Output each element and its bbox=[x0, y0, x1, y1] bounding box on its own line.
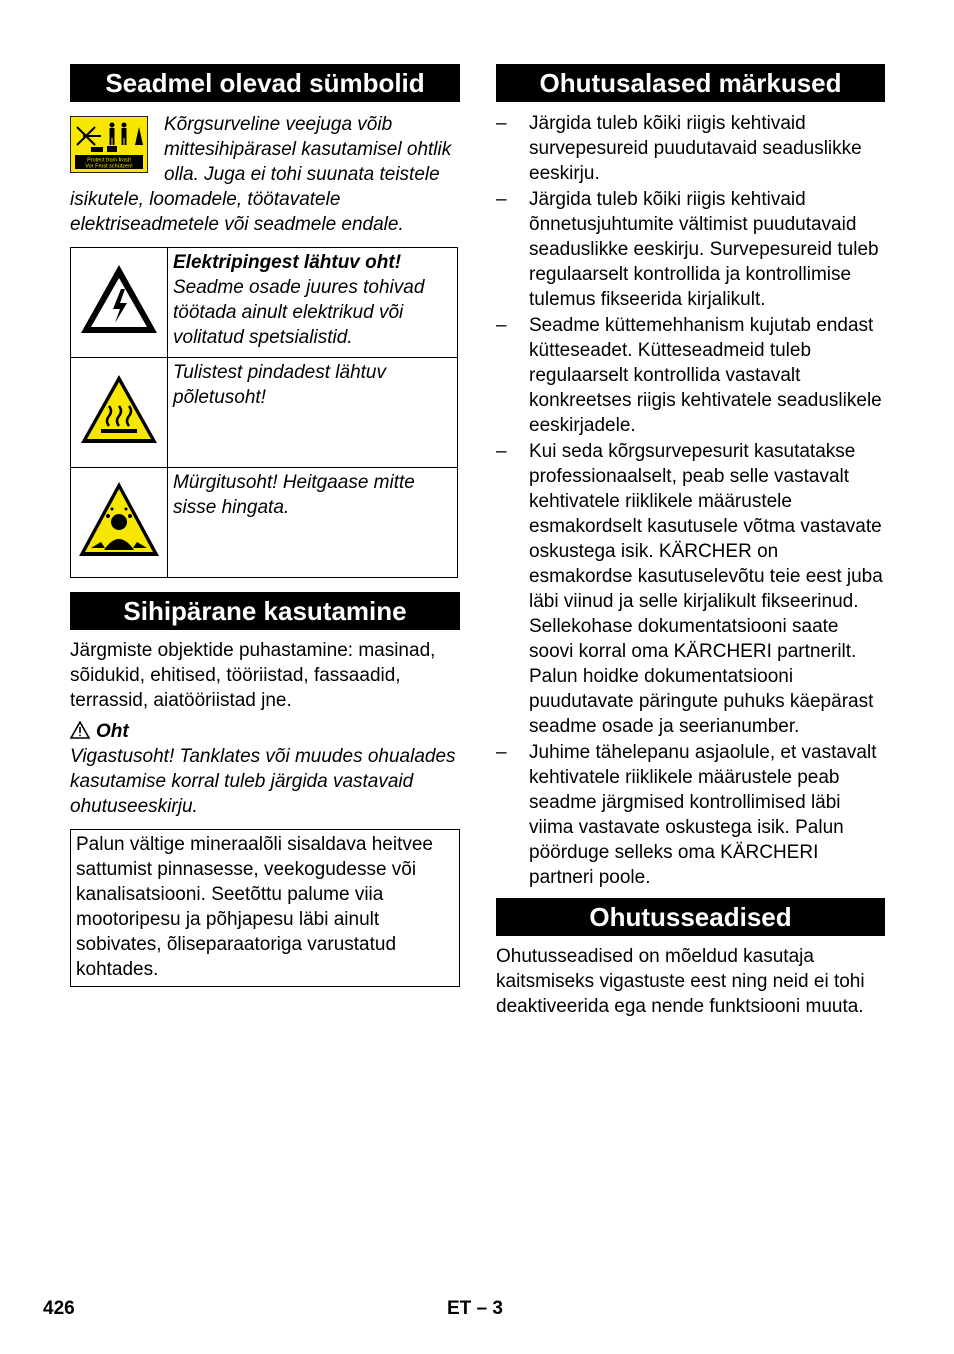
list-item-text: Kui seda kõrgsurvepesurit kasutatakse professionaalselt, peab selle vastavalt kehtivatele riiklikele määrustele esmakordselt kasutusele võtma vastavate oskustega isik. KÄRCHER on esmakordse kasutuselevõtu teie eest juba läbi viinud ja selle kirjalikult fikseerinud. Sellekohase dokumentatsiooni saate soovi korral oma KÄRCHERI partnerilt. Palun hoidke dokumentatsiooni puudutavate päringute puhuks käepärast seadme osade ja seerianumber. bbox=[529, 441, 883, 737]
devices-text: Ohutusseadised on mõeldud kasutaja kaitsmiseks vigastuste eest ning neid ei tohi deaktiveerida ega nende funktsiooni muuta. bbox=[496, 946, 865, 1017]
symbol-row bbox=[71, 248, 458, 358]
symbol-title: Elektripingest lähtuv oht! bbox=[173, 252, 402, 273]
list-item-text: Seadme küttemehhanism kujutab endast kütteseadet. Kütteseadmeid tuleb regulaarselt kontrollida vastavalt konkreetses riigis kehtivatele seaduslikele eeskirjadele. bbox=[529, 315, 882, 436]
frost-warning-sticker-icon bbox=[70, 116, 148, 173]
symbol-icon-cell bbox=[71, 358, 168, 468]
warning-triangle-icon bbox=[70, 721, 90, 739]
symbol-text-cell bbox=[168, 358, 458, 468]
symbols-heading: Seadmel olevad sümbolid bbox=[70, 64, 460, 102]
sticker-line-2: Vor Frost schützen! bbox=[85, 163, 133, 170]
symbols-table bbox=[70, 247, 458, 578]
environment-note: Palun vältige mineraalõli sisaldava heitvee sattumist pinnasesse, veekogudesse või kanalisatsiooni. Seetõttu palume viia mootoripesu ja põhjapesu läbi ainult sobivates, õliseparaatoriga varustatud kohtades. bbox=[70, 829, 460, 987]
list-item bbox=[496, 439, 885, 739]
symbol-icon-cell bbox=[71, 248, 168, 358]
danger-text: Vigastusoht! Tanklates või muudes ohualades kasutamise korral tuleb järgida vastavaid ohutuseeskirju. bbox=[70, 746, 456, 817]
toxic-gas-icon bbox=[77, 480, 161, 560]
devices-heading: Ohutusseadised bbox=[496, 898, 885, 936]
hot-surface-icon bbox=[77, 371, 161, 449]
list-item-text: Järgida tuleb kõiki riigis kehtivaid survepesureid puudutavaid seaduslikke eeskirju. bbox=[529, 113, 862, 184]
list-item bbox=[496, 187, 885, 312]
symbol-text-cell bbox=[168, 468, 458, 578]
danger-label-row bbox=[70, 719, 460, 744]
electric-hazard-icon bbox=[77, 261, 161, 339]
list-item bbox=[496, 740, 885, 890]
list-item-text: Juhime tähelepanu asjaolule, et vastavalt kehtivatele riiklikele määrustele peab seadme järgmised kontrollimised läbi viima vastavate oskustega isik. Palun pöörduge selleks oma KÄRCHERI partneri poole. bbox=[529, 742, 877, 888]
list-item bbox=[496, 313, 885, 438]
symbol-text-cell bbox=[168, 248, 458, 358]
symbol-icon-cell bbox=[71, 468, 168, 578]
dash-bullet: – bbox=[496, 441, 507, 462]
danger-label: Oht bbox=[96, 721, 129, 742]
sticker-line-1: Protect from frost! bbox=[87, 157, 131, 164]
right-column bbox=[496, 64, 885, 1019]
symbol-text: Seadme osade juures tohivad töötada ainult elektrikud või volitatud spetsialistid. bbox=[173, 277, 425, 348]
language-page-label: ET – 3 bbox=[447, 1298, 503, 1319]
symbol-text: Tulistest pindadest lähtuv põletusoht! bbox=[173, 362, 386, 408]
safety-heading: Ohutusalased märkused bbox=[496, 64, 885, 102]
list-item bbox=[496, 111, 885, 186]
symbols-intro-text: Kõrgsurveline veejuga võib mittesihipärasel kasutamisel ohtlik olla. Juga ei tohi suunata teistele isikutele, loomadele, töötavatele elektriseadmetele või seadmele endale. bbox=[70, 114, 452, 235]
usage-heading: Sihipärane kasutamine bbox=[70, 592, 460, 630]
symbols-intro bbox=[70, 112, 460, 237]
left-column bbox=[70, 64, 460, 987]
page-number: 426 bbox=[43, 1298, 75, 1319]
dash-bullet: – bbox=[496, 113, 507, 134]
symbol-text: Mürgitusoht! Heitgaase mitte sisse hingata. bbox=[173, 472, 415, 518]
symbol-row bbox=[71, 468, 458, 578]
list-item-text: Järgida tuleb kõiki riigis kehtivaid õnnetusjuhtumite vältimist puudutavaid seaduslikke eeskirju. Survepesureid tuleb regulaarselt kontrollida ja kontrollimise tulemus fikseerida kirjalikult. bbox=[529, 189, 879, 310]
dash-bullet: – bbox=[496, 315, 507, 336]
safety-list bbox=[496, 111, 885, 890]
usage-text: Järgmiste objektide puhastamine: masinad, sõidukid, ehitised, tööriistad, fassaadid, terrassid, aiatööriistad jne. bbox=[70, 640, 436, 711]
dash-bullet: – bbox=[496, 189, 507, 210]
dash-bullet: – bbox=[496, 742, 507, 763]
symbol-row bbox=[71, 358, 458, 468]
